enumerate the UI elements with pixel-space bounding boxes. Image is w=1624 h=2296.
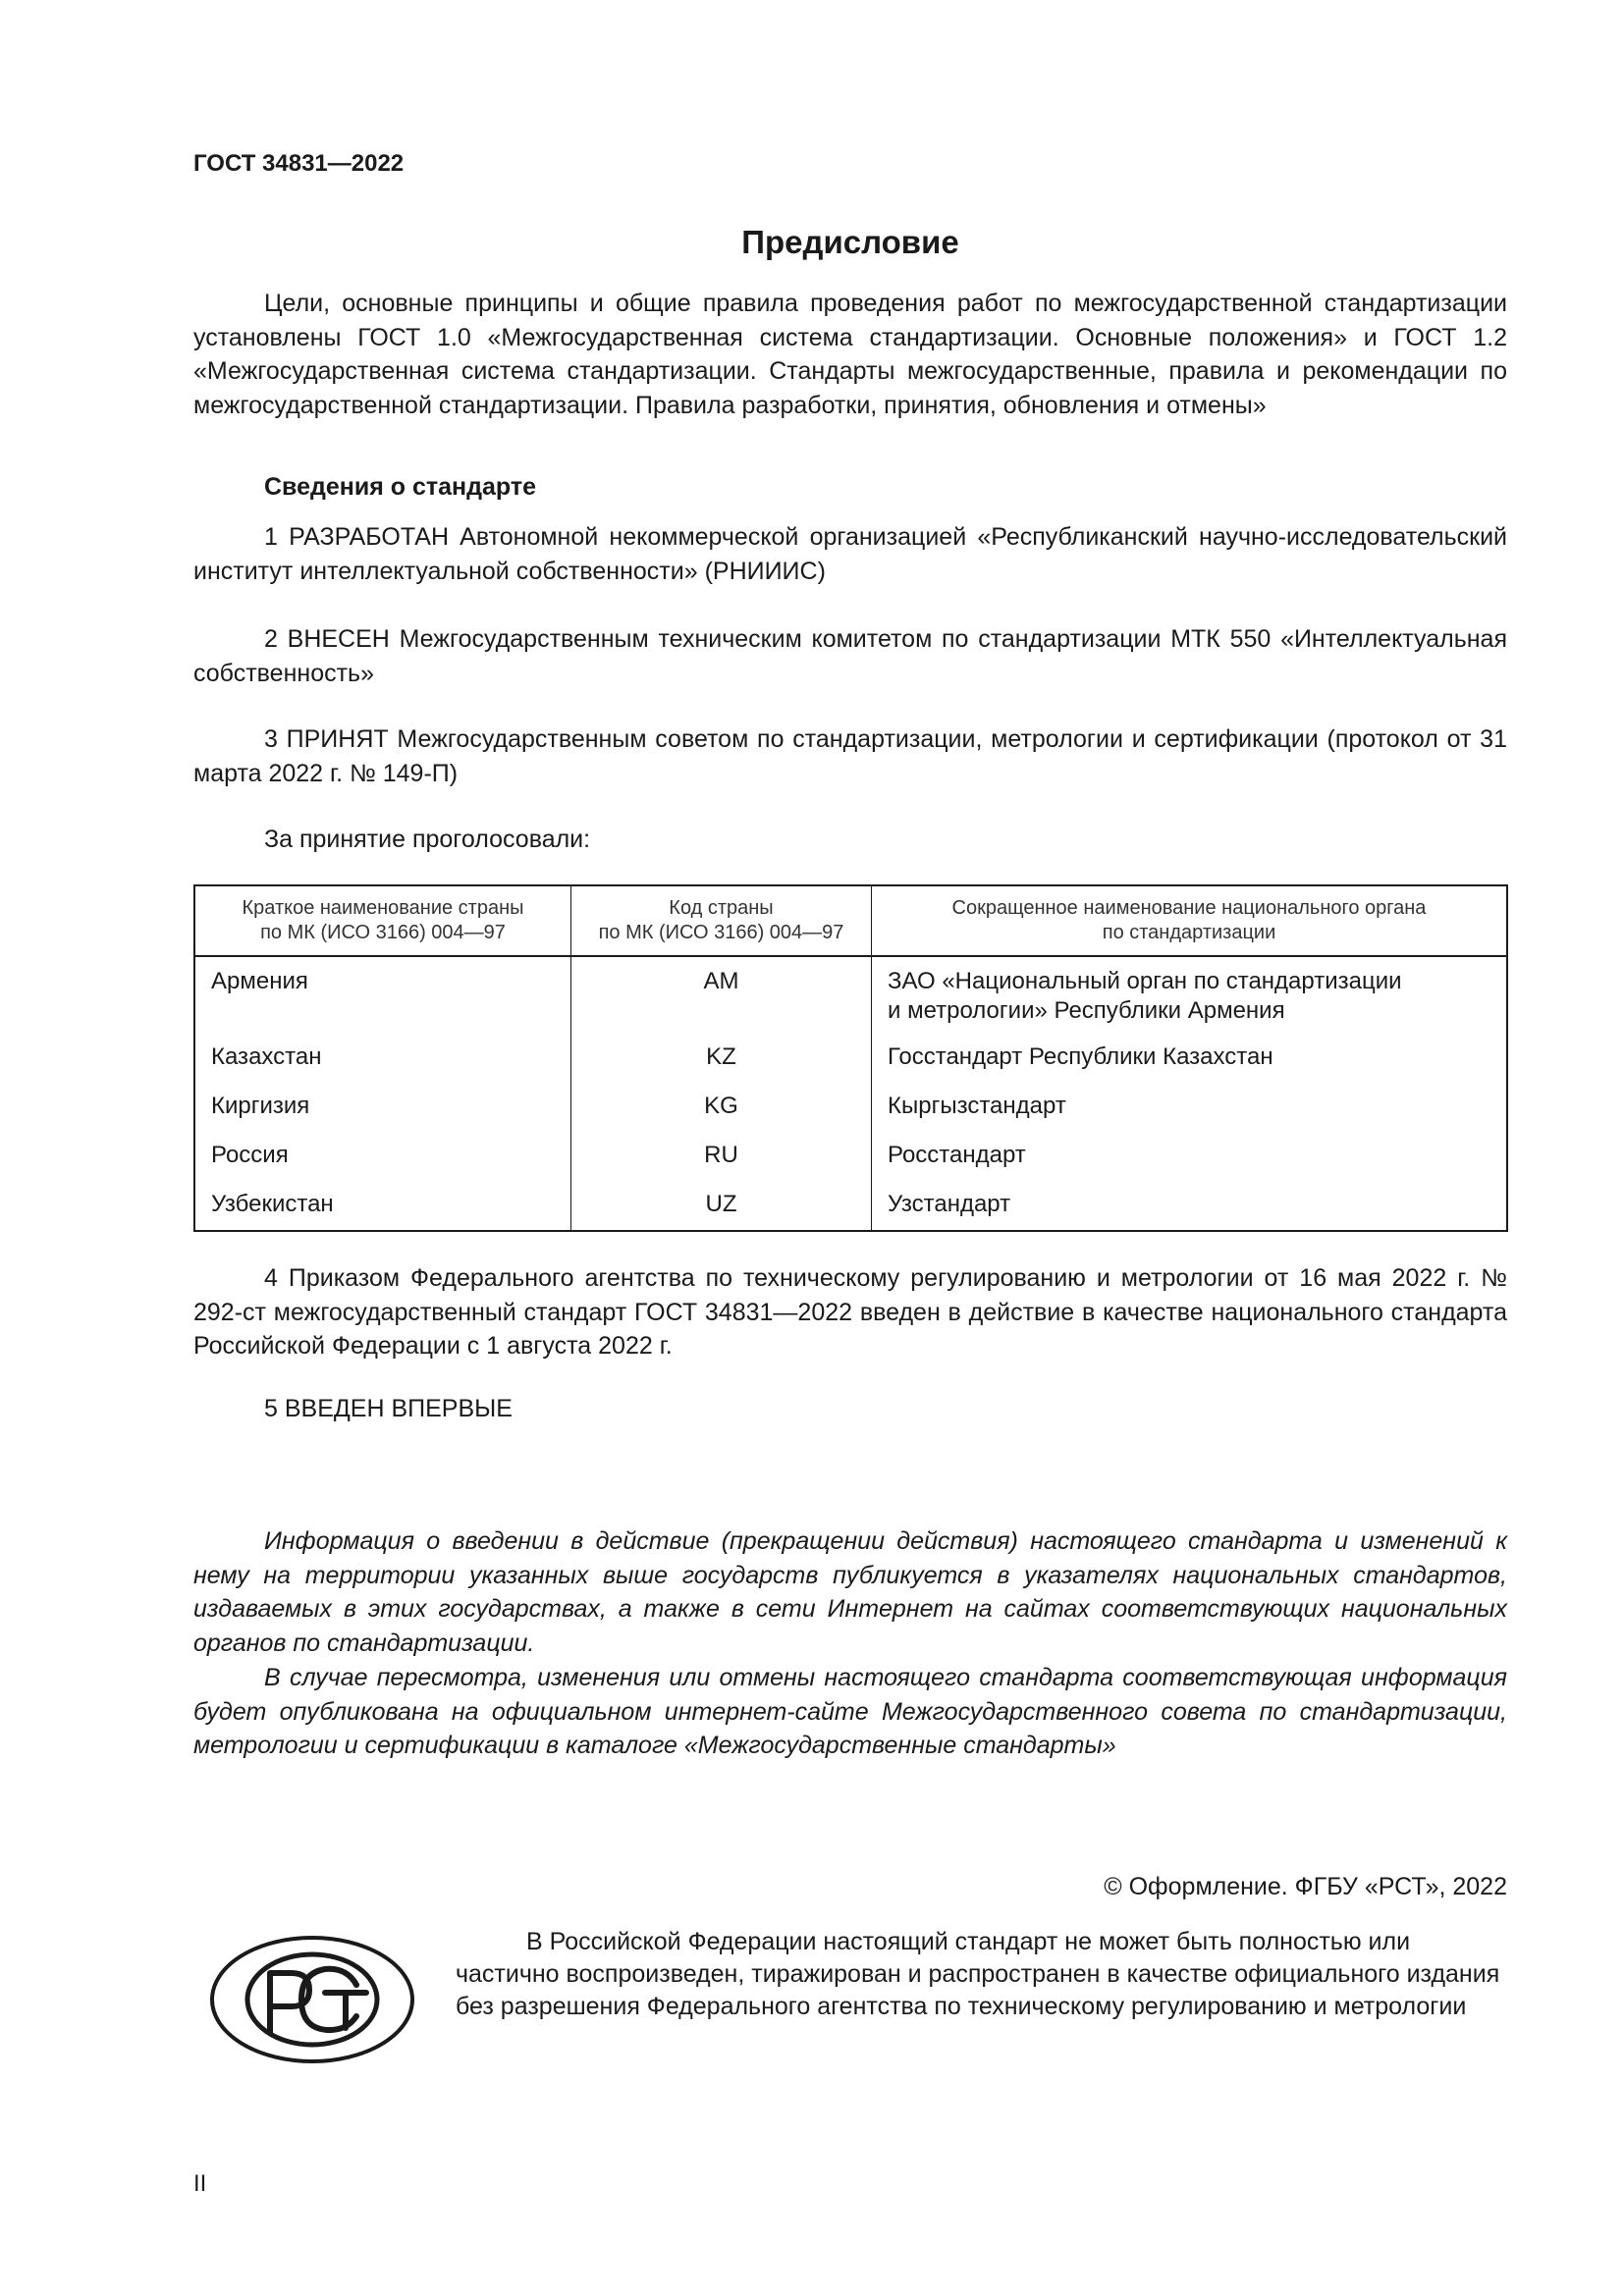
item-4: 4 Приказом Федерального агентства по техническому регулированию и метрологии от 16 мая 2022 г. № 292-ст межгосударственный стандарт ГОСТ 34831—2022 введен в действие в качестве национального стандарта Российской Федерации с 1 августа 2022 г. bbox=[193, 1264, 1507, 1360]
country-cell: Киргизия bbox=[194, 1082, 571, 1131]
body-cell: Росстандарт bbox=[888, 1142, 1026, 1168]
code-cell: UZ bbox=[571, 1180, 872, 1231]
item-5: 5 ВВЕДЕН ВПЕРВЫЕ bbox=[264, 1395, 513, 1422]
table-header-row bbox=[194, 885, 1507, 956]
country-cell: Казахстан bbox=[194, 1033, 571, 1082]
code-cell: AM bbox=[571, 956, 872, 1033]
table-row bbox=[194, 1131, 1507, 1180]
item-2: 2 ВНЕСЕН Межгосударственным техническим комитетом по стандартизации МТК 550 «Интеллектуальная собственность» bbox=[193, 625, 1507, 687]
table-row bbox=[194, 1180, 1507, 1231]
rights-notice: В Российской Федерации настоящий стандарт не может быть полностью или частично воспроизведен, тиражирован и распространен в качестве официального издания без разрешения Федерального агентства по техническому регулированию и метрологии bbox=[456, 1928, 1500, 2020]
header-country: Краткое наименование страны по МК (ИСО 3166) 004—97 bbox=[194, 885, 571, 956]
country-cell: Россия bbox=[194, 1131, 571, 1180]
voted-label: За принятие проголосовали: bbox=[264, 826, 591, 853]
header-code: Код страны по МК (ИСО 3166) 004—97 bbox=[571, 885, 872, 956]
item-1: 1 РАЗРАБОТАН Автономной некоммерческой организацией «Республиканский научно-исследовательский институт интеллектуальной собственности» (РНИИИС) bbox=[193, 523, 1507, 585]
table-row bbox=[194, 1082, 1507, 1131]
notice-paragraph-2: В случае пересмотра, изменения или отмены настоящего стандарта соответствующая информация будет опубликована на официальном интернет-сайте Межгосударственного совета по стандартизации, метрологии и сертификации в каталоге «Межгосударственные стандарты» bbox=[193, 1664, 1507, 1759]
country-cell: Узбекистан bbox=[194, 1180, 571, 1231]
body-cell: ЗАО «Национальный орган по стандартизации и метрологии» Республики Армения bbox=[888, 968, 1402, 1024]
body-cell: Узстандарт bbox=[888, 1191, 1011, 1217]
page-title: Предисловие bbox=[741, 224, 959, 260]
code-cell: RU bbox=[571, 1131, 872, 1180]
header-body: Сокращенное наименование национального органа по стандартизации bbox=[872, 885, 1508, 956]
code-cell: KG bbox=[571, 1082, 872, 1131]
item-3: 3 ПРИНЯТ Межгосударственным советом по стандартизации, метрологии и сертификации (протокол от 31 марта 2022 г. № 149-П) bbox=[193, 725, 1507, 787]
page-number: II bbox=[193, 2170, 207, 2197]
document-code: ГОСТ 34831—2022 bbox=[193, 150, 405, 177]
notice-paragraph-1: Информация о введении в действие (прекращении действия) настоящего стандарта и изменений к нему на территории указанных выше государств публикуется в указателях национальных стандартов, издаваемых в этих государствах, а также в сети Интернет на сайтах соответствующих национальных органов по стандартизации. bbox=[193, 1527, 1507, 1657]
table-row bbox=[194, 956, 1507, 1033]
table-row bbox=[194, 1033, 1507, 1082]
body-cell: Госстандарт Республики Казахстан bbox=[888, 1043, 1273, 1070]
rst-logo-icon bbox=[209, 1934, 415, 2065]
copyright-line: © Оформление. ФГБУ «РСТ», 2022 bbox=[1104, 1873, 1507, 1900]
section-heading: Сведения о стандарте bbox=[264, 473, 537, 501]
code-cell: KZ bbox=[571, 1033, 872, 1082]
body-cell: Кыргызстандарт bbox=[888, 1093, 1066, 1119]
countries-table bbox=[193, 884, 1508, 1232]
intro-paragraph: Цели, основные принципы и общие правила проведения работ по межгосударственной стандартизации установлены ГОСТ 1.0 «Межгосударственная система стандартизации. Основные положения» и ГОСТ 1.2 «Межгосударственная система стандартизации. Стандарты межгосударственные, правила и рекомендации по межгосударственной стандартизации. Правила разработки, принятия, обновления и отмены» bbox=[193, 290, 1507, 419]
rst-logo bbox=[209, 1934, 415, 2070]
country-cell: Армения bbox=[194, 956, 571, 1033]
